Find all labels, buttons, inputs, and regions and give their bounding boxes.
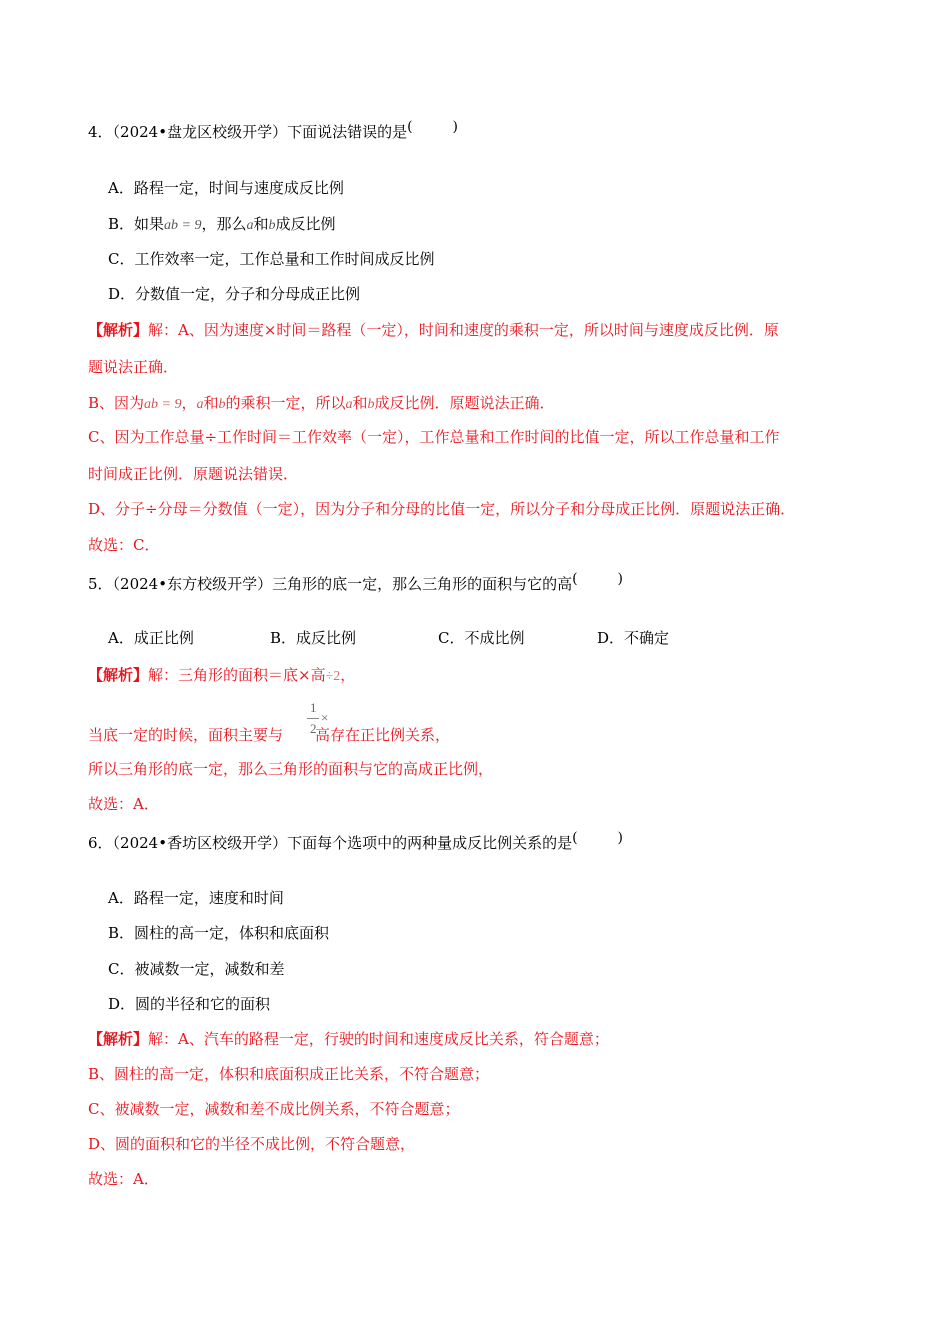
q4-solution-b-var-b2: b: [367, 397, 375, 412]
q5-fraction-numerator: 1: [310, 700, 317, 715]
q6-paren-open: (: [572, 830, 578, 846]
q6-option-b: B．圆柱的高一定，体积和底面积: [108, 924, 330, 942]
q6-solution-line-1: [88, 1029, 609, 1049]
q4-solution-b-var-a2: a: [345, 397, 353, 412]
q5-fraction-bar: [307, 718, 319, 719]
q5-fraction-denominator: 2: [310, 721, 317, 736]
q6-option-c: C．被减数一定，减数和差: [108, 960, 285, 978]
q5-fraction-times: ×: [321, 710, 329, 725]
q4-option-a: A．路程一定，时间与速度成反比例: [108, 179, 344, 197]
q4-solution-b-and: 和: [203, 394, 219, 412]
q5-option-b: B．成反比例: [270, 629, 357, 647]
q4-option-b-suffix: 成反比例: [275, 215, 336, 233]
q5-solution-line-3: 所以三角形的底一定，那么三角形的面积与它的高成正比例，: [88, 760, 494, 778]
q5-answer: 故选：A．: [88, 795, 159, 813]
q5-stem-line: [88, 571, 624, 595]
q4-solution-b-suffix: 成反比例．原题说法正确．: [374, 394, 555, 412]
q4-solution-b-prefix: B、因为: [88, 394, 145, 412]
q6-solution-tag: 【解析】: [88, 1030, 149, 1048]
q5-paren-open: (: [572, 571, 578, 587]
q4-solution-c-1: C、因为工作总量÷工作时间＝工作效率（一定），工作总量和工作时间的比值一定，所以工作总量和工作: [88, 428, 780, 446]
q4-solution-line-2: 题说法正确．: [88, 358, 179, 376]
q5-paren-close: ): [617, 571, 624, 587]
q5-solution-formula: ÷2: [325, 669, 341, 684]
q5-solution-line-2: [88, 725, 450, 745]
q4-option-b-and: 和: [253, 215, 269, 233]
q5-solution-line-1: [88, 665, 355, 687]
q6-stem: 6．（2024•香坊区校级开学）下面每个选项中的两种量成反比例关系的是: [88, 834, 573, 852]
q4-solution-b-and2: 和: [352, 394, 368, 412]
q4-solution-b-formula: ab = 9: [144, 397, 182, 412]
q4-stem: 4．（2024•盘龙区校级开学）下面说法错误的是: [88, 123, 408, 141]
q4-solution-line-1: [88, 320, 779, 340]
q4-paren-close: ): [452, 119, 459, 135]
q4-option-d: D．分数值一定，分子和分母成正比例: [108, 285, 361, 303]
q5-option-c: C．不成比例: [438, 629, 525, 647]
q4-option-b-var-b: b: [268, 218, 276, 233]
q5-option-d: D．不确定: [597, 629, 670, 647]
q4-solution-b-var-a: a: [196, 397, 204, 412]
q6-solution-line-3: C、被减数一定，减数和差不成比例关系，不符合题意；: [88, 1100, 460, 1118]
q4-solution-b-var-b: b: [218, 397, 226, 412]
q4-option-b-var-a: a: [246, 218, 254, 233]
q4-stem-line: [88, 119, 459, 143]
q4-solution-b-comma: ，: [181, 394, 197, 412]
q5-solution-tag: 【解析】: [88, 666, 149, 684]
q4-solution-text-1: 解：A、因为速度×时间＝路程（一定），时间和速度的乘积一定，所以时间与速度成反比例．原: [148, 321, 779, 339]
q5-solution-text-2a: 当底一定的时候，面积主要与: [88, 726, 284, 744]
q4-solution-d: D、分子÷分母＝分数值（一定），因为分子和分母的比值一定，所以分子和分母成正比例．原题说法正确．: [88, 500, 796, 518]
q4-option-b-formula: ab = 9: [164, 218, 202, 233]
q4-answer: 故选：C．: [88, 536, 160, 554]
q4-option-b-prefix: B．如果: [108, 215, 165, 233]
q6-solution-line-4: D、圆的面积和它的半径不成比例，不符合题意，: [88, 1135, 416, 1153]
q5-solution-text-1: 解：三角形的面积＝底×高: [148, 666, 326, 684]
q5-solution-text-2b: 高存在正比例关系，: [315, 726, 451, 744]
q6-option-d: D．圆的半径和它的面积: [108, 995, 271, 1013]
q4-solution-b: [88, 393, 555, 415]
q6-answer: 故选：A．: [88, 1170, 159, 1188]
q4-paren-open: (: [407, 119, 413, 135]
q4-option-b-mid: ，那么: [201, 215, 247, 233]
q5-option-a: A．成正比例: [108, 629, 194, 647]
q4-option-c: C．工作效率一定，工作总量和工作时间成反比例: [108, 250, 435, 268]
q4-solution-b-mid: 的乘积一定，所以: [225, 394, 346, 412]
q6-solution-text-1: 解：A、汽车的路程一定，行驶的时间和速度成反比关系，符合题意；: [148, 1030, 609, 1048]
q5-stem: 5．（2024•东方校级开学）三角形的底一定，那么三角形的面积与它的高: [88, 575, 573, 593]
q6-paren-close: ): [617, 830, 624, 846]
q4-solution-c-2: 时间成正比例．原题说法错误．: [88, 465, 299, 483]
q6-solution-line-2: B、圆柱的高一定，体积和底面积成正比关系，不符合题意；: [88, 1065, 490, 1083]
q5-solution-comma: ，: [340, 666, 356, 684]
q4-solution-tag: 【解析】: [88, 321, 149, 339]
q6-option-a: A．路程一定，速度和时间: [108, 889, 284, 907]
q6-stem-line: [88, 830, 624, 854]
q4-option-b: [108, 214, 336, 236]
